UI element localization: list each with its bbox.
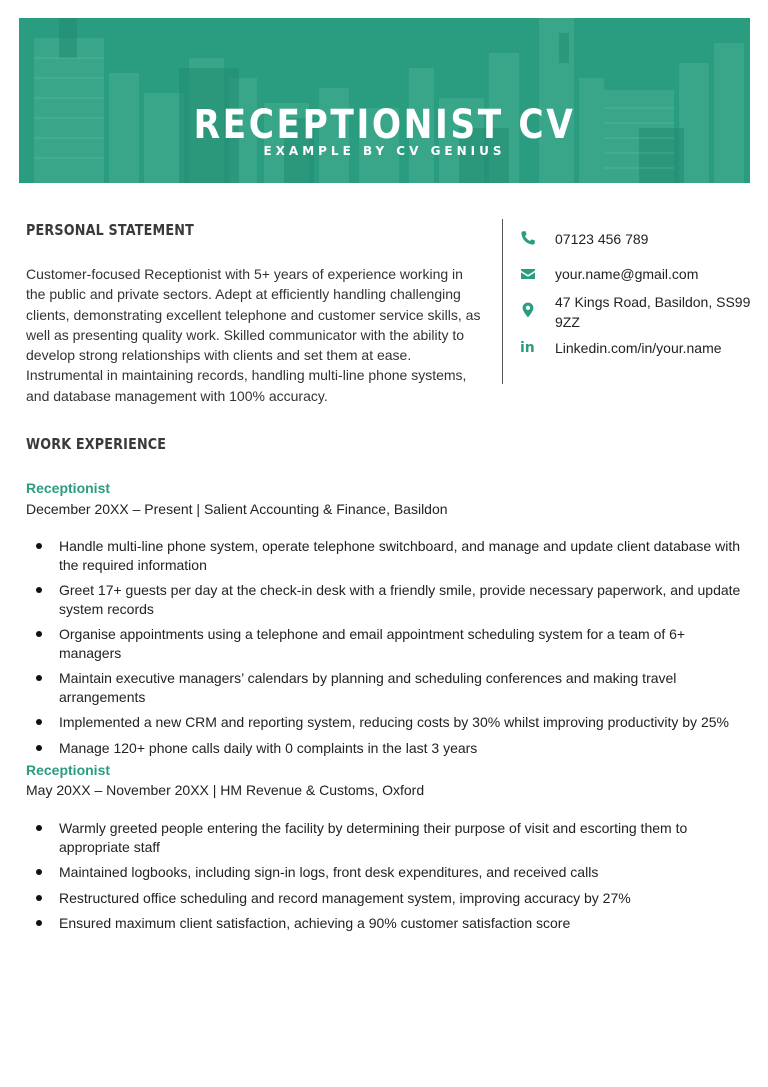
list-item: Restructured office scheduling and record management system, improving accuracy by 27% [26,889,746,908]
map-pin-icon [520,302,536,318]
cv-title: RECEPTIONIST CV [193,101,576,148]
list-item: Handle multi-line phone system, operate telephone switchboard, and manage and update client database with the required information [26,537,746,574]
envelope-icon [520,266,536,282]
list-item: Greet 17+ guests per day at the check-in desk with a friendly smile, provide necessary paperwork, and update system records [26,581,746,618]
contact-phone-text: 07123 456 789 [555,231,649,247]
list-item: Maintain executive managers’ calendars by planning and scheduling conferences and making travel arrangements [26,669,746,706]
personal-statement-text: Customer-focused Receptionist with 5+ years of experience working in the public and private sectors. Adept at efficiently handling challenging clients, demonstrating excellent telephone and customer service skills, as well as presenting quality work. Skilled communicator with the ability to develop strong relationships with clients and set them at ease. Instrumental in maintaining records, handling multi-line phone systems, and database management with 100% accuracy. [26,266,481,404]
job-1-meta: December 20XX – Present | Salient Accounting & Finance, Basildon [26,501,448,517]
contact-linkedin-text: Linkedin.com/in/your.name [555,340,722,356]
list-item: Implemented a new CRM and reporting system, reducing costs by 30% whilst improving productivity by 25% [26,713,746,732]
contact-email-text: your.name@gmail.com [555,266,699,282]
list-item: Manage 120+ phone calls daily with 0 complaints in the last 3 years [26,739,746,758]
contact-divider [502,219,503,384]
job-1-bullets [26,537,746,764]
cv-subtitle: EXAMPLE BY CV GENIUS [263,144,506,158]
job-1-title: Receptionist [26,480,111,496]
contact-address-text: 47 Kings Road, Basildon, SS99 9ZZ [555,294,751,330]
list-item: Maintained logbooks, including sign-in logs, front desk expenditures, and received calls [26,863,746,882]
job-2-title: Receptionist [26,762,111,778]
phone-icon [520,230,536,246]
personal-statement-heading: PERSONAL STATEMENT [26,221,194,239]
job-2-bullets [26,819,746,940]
list-item: Warmly greeted people entering the facility by determining their purpose of visit and escorting them to appropriate staff [26,819,746,856]
header-banner [19,18,750,183]
list-item: Ensured maximum client satisfaction, achieving a 90% customer satisfaction score [26,914,746,933]
job-2-meta: May 20XX – November 20XX | HM Revenue & Customs, Oxford [26,782,425,798]
linkedin-icon: in [520,340,535,356]
list-item: Organise appointments using a telephone and email appointment scheduling system for a team of 6+ managers [26,625,746,662]
work-experience-heading: WORK EXPERIENCE [26,435,167,453]
